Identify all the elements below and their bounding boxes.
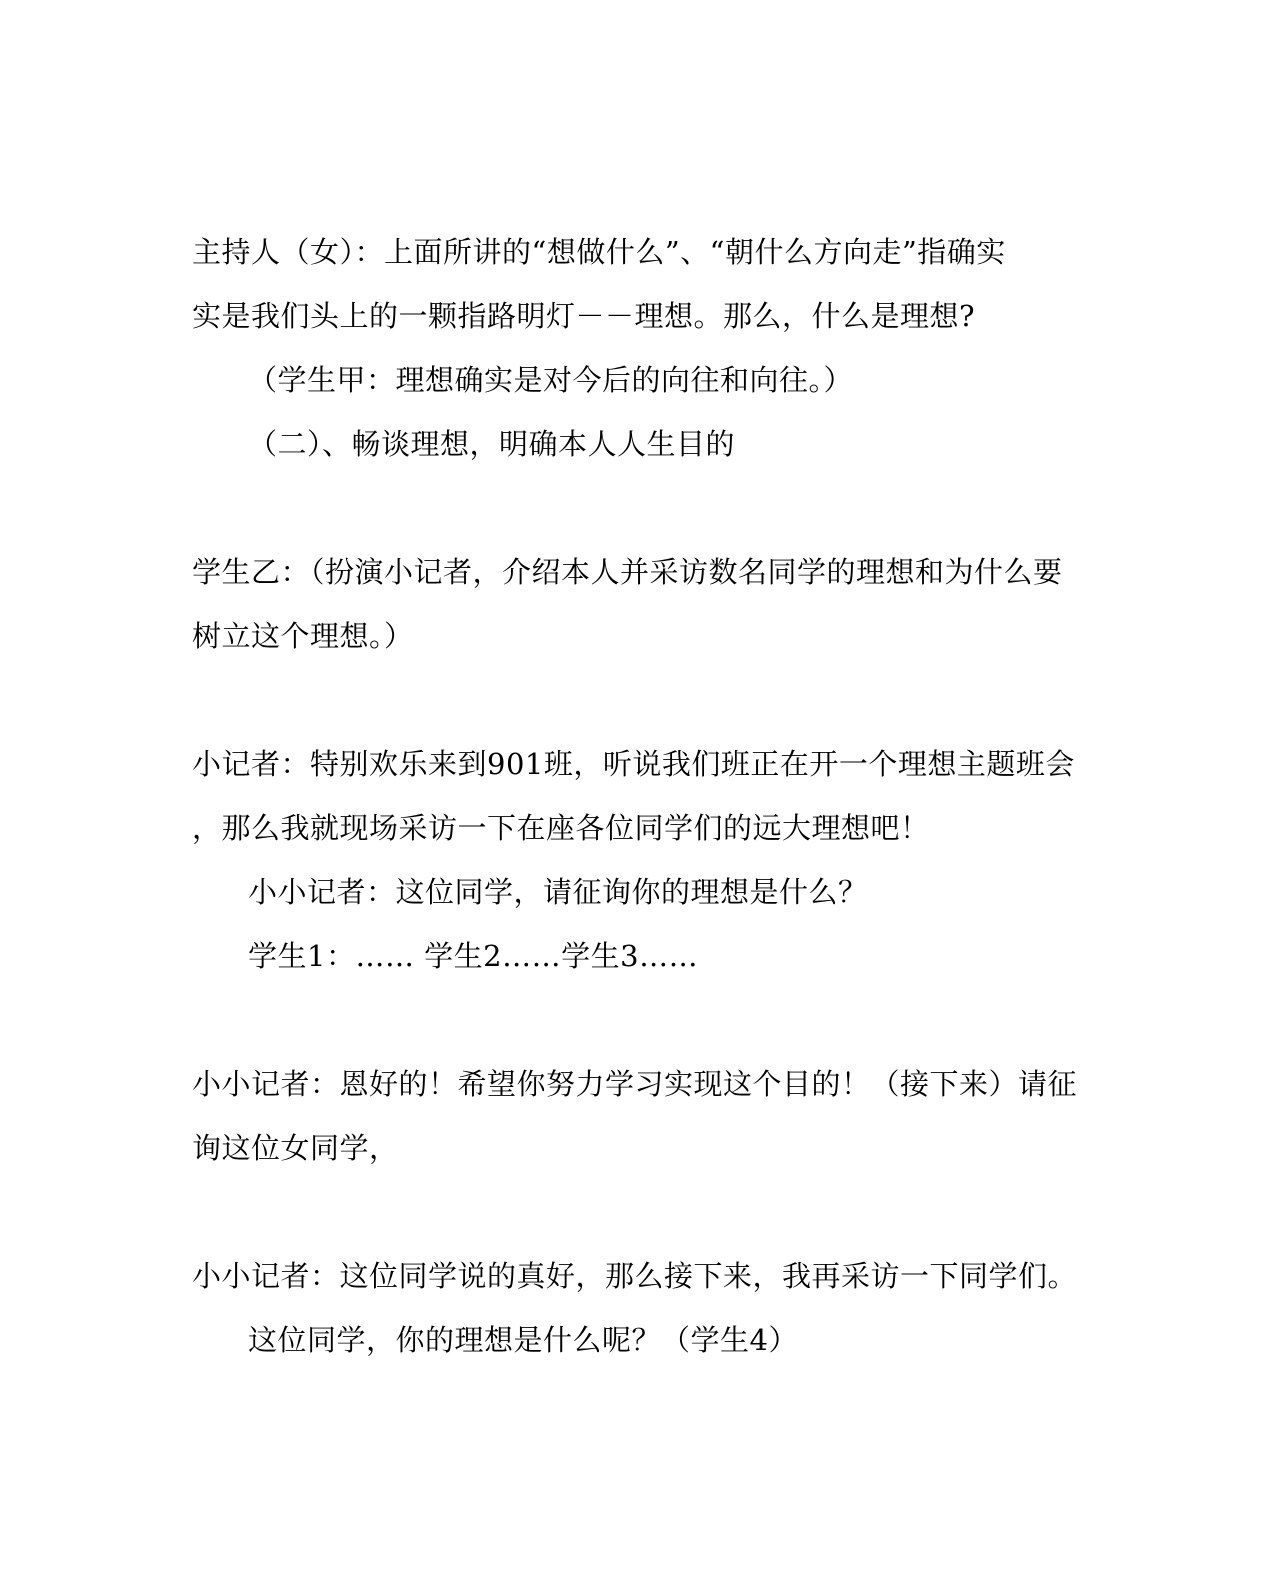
text-line: 实是我们头上的一颗指路明灯－－理想。那么，什么是理想? [192, 299, 976, 333]
text-line: 小记者：特别欢乐来到901班，听说我们班正在开一个理想主题班会 [192, 747, 1075, 781]
text-line: （学生甲：理想确实是对今后的向往和向往。） [248, 363, 854, 397]
text-line: 树立这个理想。） [192, 619, 414, 653]
text-line: 小小记者：这位同学说的真好，那么接下来，我再采访一下同学们。 [192, 1259, 1078, 1293]
text-line: 这位同学，你的理想是什么呢？（学生4） [248, 1323, 798, 1357]
text-line: 学生乙：（扮演小记者，介绍本人并采访数名同学的理想和为什么要 [192, 555, 1063, 589]
section-heading: （二）、畅谈理想，明确本人人生目的 [248, 427, 736, 461]
text-line: 小小记者：恩好的！希望你努力学习实现这个目的！（接下来）请征 [192, 1067, 1078, 1101]
text-line: 询这位女同学， [192, 1131, 399, 1165]
text-line: 学生1：…… 学生2……学生3…… [248, 939, 699, 973]
text-line: 小小记者：这位同学，请征询你的理想是什么？ [248, 875, 868, 909]
text-line: 主持人（女）：上面所讲的“想做什么”、“朝什么方向走”指确实 [192, 235, 1006, 269]
text-line: ，那么我就现场采访一下在座各位同学们的远大理想吧！ [192, 811, 930, 845]
